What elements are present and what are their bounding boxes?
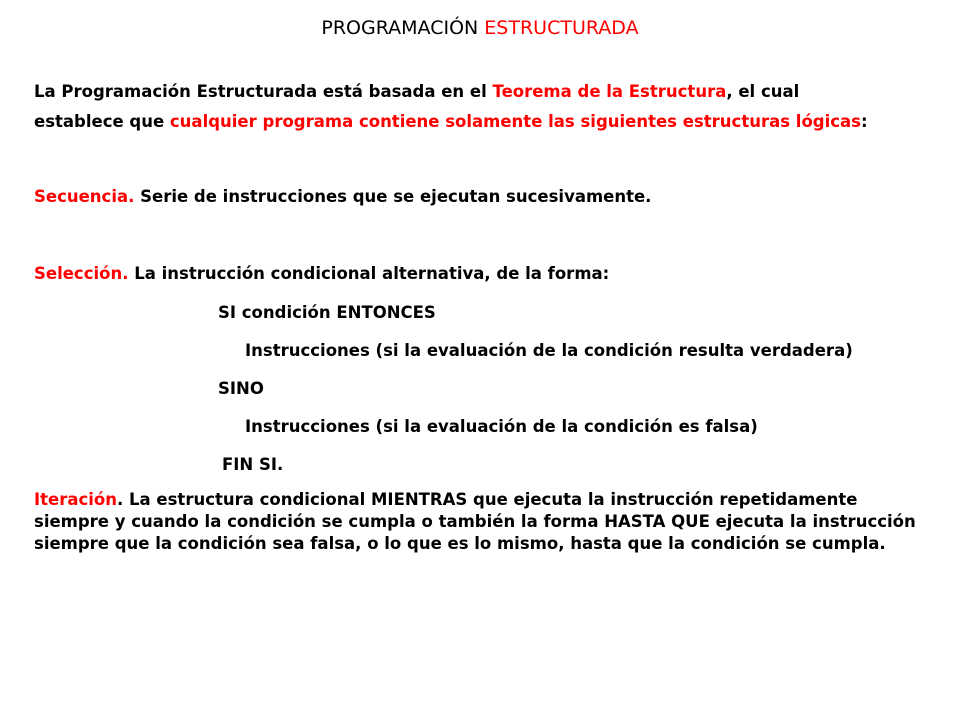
code-line-instrucciones-false: Instrucciones (si la evaluación de la condición es falsa) <box>245 417 758 436</box>
title-main: PROGRAMACIÓN <box>321 17 485 39</box>
iteracion-term: Iteración <box>34 490 118 509</box>
intro-text: : <box>860 112 868 131</box>
intro-text: La Programación Estructurada está basada en el <box>34 82 493 101</box>
intro-line-1 <box>34 80 799 104</box>
intro-line-2 <box>34 110 868 134</box>
iteracion-text: . La estructura condicional MIENTRAS que ejecuta la instrucción repetidamente siempre y cuando la condición se cumpla o también la forma HASTA QUE ejecuta la instrucción siempre que la condición sea falsa, o lo que es lo mismo, hasta que la condición se cumpla. <box>34 490 916 553</box>
code-line-instrucciones-true: Instrucciones (si la evaluación de la condición resulta verdadera) <box>245 341 853 360</box>
seleccion-term: Selección. <box>34 264 129 283</box>
secuencia-text: Serie de instrucciones que se ejecutan sucesivamente. <box>134 187 652 206</box>
secuencia-definition <box>34 185 651 209</box>
code-line-sino: SINO <box>218 379 264 398</box>
secuencia-term: Secuencia. <box>34 187 135 206</box>
code-line-si: SI condición ENTONCES <box>218 303 436 322</box>
title-highlight: ESTRUCTURADA <box>484 17 639 39</box>
intro-highlight-structures: cualquier programa contiene solamente las siguientes estructuras lógicas <box>169 112 861 131</box>
intro-text: , el cual <box>726 82 800 101</box>
seleccion-text: La instrucción condicional alternativa, de la forma: <box>128 264 610 283</box>
code-line-fin-si: FIN SI. <box>222 455 284 474</box>
page-title <box>0 16 960 40</box>
intro-highlight-theorem: Teorema de la Estructura <box>492 82 727 101</box>
seleccion-definition <box>34 262 609 286</box>
intro-text: establece que <box>34 112 170 131</box>
iteracion-definition <box>34 489 924 555</box>
